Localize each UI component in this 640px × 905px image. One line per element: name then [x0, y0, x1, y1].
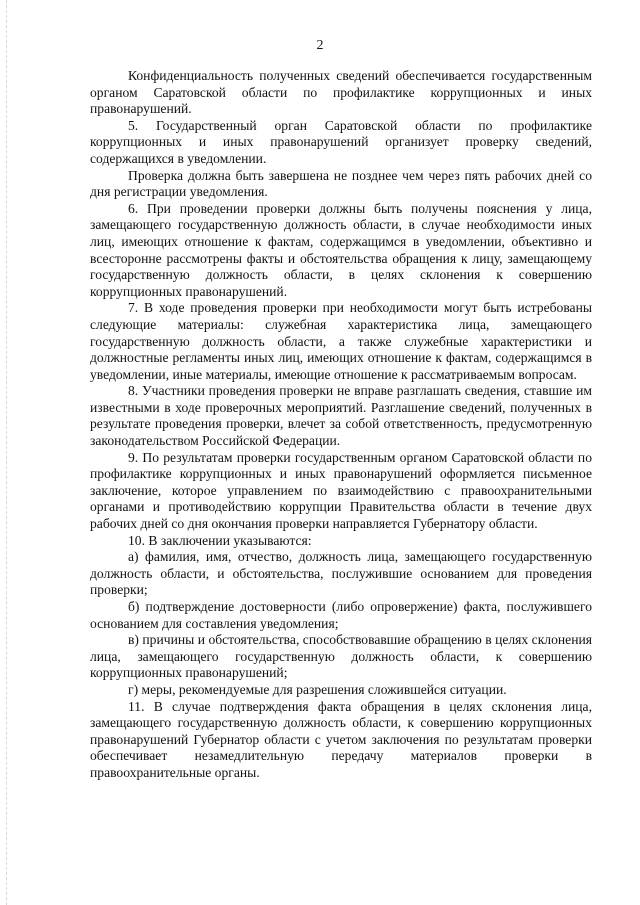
- paragraph-5: 5. Государственный орган Саратовской области по профилактике коррупционных и иных правонарушений организует проверку сведений, содержащихся в уведомлении.: [90, 117, 592, 166]
- paragraph-confidentiality: Конфиденциальность полученных сведений обеспечивается государственным органом Саратовской области по профилактике коррупционных и иных правонарушений.: [90, 68, 592, 117]
- paragraph-10-b: б) подтверждение достоверности (либо опровержение) факта, послужившего основанием для составления уведомления;: [90, 599, 592, 631]
- paragraph-10-g: г) меры, рекомендуемые для разрешения сложившейся ситуации.: [128, 681, 507, 697]
- page-number: 2: [316, 38, 324, 53]
- paragraph-10-a: а) фамилия, имя, отчество, должность лица, замещающего государственную должность области, и обстоятельства, послужившие основанием для проведения проверки;: [90, 549, 592, 598]
- paragraph-11: 11. В случае подтверждения факта обращения в целях склонения лица, замещающего государственную должность области, к совершению коррупционных правонарушений Губернатор области с учетом заключения по результатам проверки обеспечивает незамедлительную передачу материалов проверки в правоохранительные органы.: [90, 698, 592, 780]
- paragraph-8: 8. Участники проведения проверки не вправе разглашать сведения, ставшие им известными в ходе проверочных мероприятий. Разглашение сведений, полученных в результате проведения проверки, влечет за собой ответственность, предусмотренную законодательством Российской Федерации.: [90, 383, 592, 449]
- paragraph-10: 10. В заключении указываются:: [128, 532, 312, 548]
- paragraph-6: 6. При проведении проверки должны быть получены пояснения у лица, замещающего государственную должность области, в случае необходимости иных лиц, имеющих отношение к фактам, содержащимся в уведомлении, объективно и всесторонне рассмотрены факты и обстоятельства обращения к лицу, замещающему государственную должность области, в целях склонения к совершению коррупционных правонарушений.: [90, 200, 592, 299]
- paragraph-9: 9. По результатам проверки государственным органом Саратовской области по профилактике коррупционных и иных правонарушений оформляется письменное заключение, которое управлением по взаимодействию с правоохранительными органами и противодействию коррупции Правительства области в течение двух рабочих дней со дня окончания проверки направляется Губернатору области.: [90, 449, 592, 532]
- scan-margin-line: [6, 0, 8, 905]
- paragraph-7: 7. В ходе проведения проверки при необходимости могут быть истребованы следующие материалы: служебная характеристика лица, замещающего государственную должность области, а также служебные характеристики и должностные регламенты иных лиц, имеющих отношение к фактам, содержащимся в уведомлении, иные материалы, имеющие отношение к рассматриваемым вопросам.: [90, 300, 592, 382]
- paragraph-5-deadline: Проверка должна быть завершена не позднее чем через пять рабочих дней со дня регистрации уведомления.: [90, 167, 592, 200]
- paragraph-10-v: в) причины и обстоятельства, способствовавшие обращению в целях склонения лица, замещающего государственную должность области, к совершению коррупционных правонарушений;: [90, 632, 592, 681]
- document-body: [90, 68, 592, 782]
